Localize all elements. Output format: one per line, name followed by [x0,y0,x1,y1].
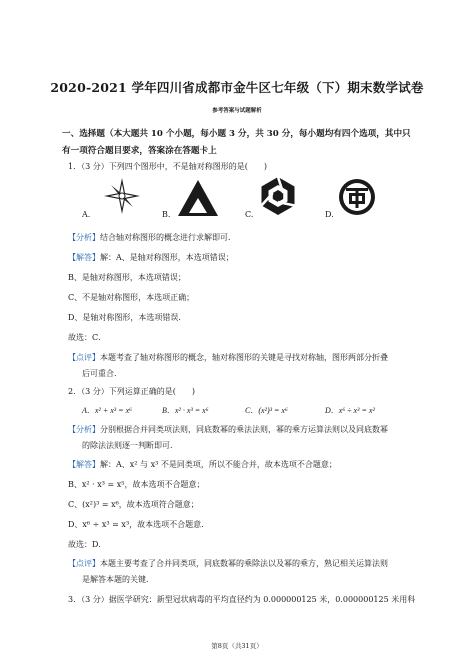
q1-analysis-tag: 【分析】 [68,233,100,242]
q2-comment-tag: 【点评】 [68,559,100,568]
q1-figure-d-coin-symbol [338,178,376,216]
q2-analysis-line2: 的除法法则逐一判断即可． [82,441,178,450]
q1-solution-line2: B、是轴对称图形，本选项错误； [68,273,186,282]
q1-comment-tag: 【点评】 [68,353,100,362]
q2-comment-line2: 是解答本题的关键． [82,575,154,584]
q1-solution-line1 [68,252,234,263]
q2-solution-line1 [68,459,337,470]
q1-comment-line1 [68,352,388,363]
q1-figure-a-compass-star [104,178,140,214]
q1-option-d-label: D. [325,210,334,219]
q1-comment-line2: 后可重合． [82,369,122,378]
q1-comment-text: 本题考查了轴对称图形的概念，轴对称图形的关键是寻找对称轴，图形两部分折叠 [100,353,388,362]
q1-option-a-label: A. [82,210,91,219]
q2-solution-text: 解：A、x² 与 x³ 不是同类项，所以不能合并，故本选项不合题意； [100,460,337,469]
page-subtitle: 参考答案与试题解析 [212,108,262,114]
q2-option-c: C．(x²)³ = x⁶ [245,406,288,415]
section-heading-line1: 一、选择题（本大题共 10 个小题，每小题 3 分，共 30 分，每小题均有四个选项，其中只 [62,129,411,139]
q2-solution-line2: B、x² · x³ = x⁵，故本选项不合题意； [68,480,205,489]
q2-choice: 故选：D． [68,540,107,549]
q1-option-b-label: B. [162,210,171,219]
q1-solution-line4: D、是轴对称图形，本选项错误． [68,313,187,322]
q2-solution-line4: D、x⁶ ÷ x³ = x³，故本选项不合题意． [68,520,210,529]
page-title: 2020-2021 学年四川省成都市金牛区七年级（下）期末数学试卷 [50,80,424,95]
q2-comment-text: 本题主要考查了合并同类项，同底数幂的乘除法以及幂的乘方，熟记相关运算法则 [100,559,388,568]
q2-solution-line3: C、(x²)³ = x⁶，故本选项符合题意； [68,500,199,509]
q2-option-a: A．x² + x³ = x⁶ [82,406,132,415]
q1-analysis [68,232,236,243]
q1-figure-b-triangle [178,180,218,216]
q2-stem: 2．（3 分）下列运算正确的是( ) [68,387,195,396]
q2-option-b: B．x² · x³ = x⁶ [162,406,209,415]
q1-solution-tag: 【解答】 [68,253,100,262]
page-footer: 第8页（共31页） [211,642,263,650]
q2-comment-line1 [68,558,388,569]
q2-solution-tag: 【解答】 [68,460,100,469]
q3-stem: 3．（3 分）据医学研究：新型冠状病毒的平均直径约为 0.000000125 米，0.000000125 米用科 [68,595,416,604]
q1-solution-text: 解：A、是轴对称图形，本选项错误； [100,253,234,262]
q2-analysis-line1 [68,424,388,435]
q2-analysis-tag: 【分析】 [68,425,100,434]
q1-analysis-text: 结合轴对称图形的概念进行求解即可． [100,233,236,242]
q2-analysis-text: 分别根据合并同类项法则，同底数幂的乘法法则，幂的乘方运算法则以及同底数幂 [100,425,388,434]
q1-stem: 1．（3 分）下列四个图形中，不是轴对称图形的是( ) [68,162,267,171]
q1-solution-line3: C、不是轴对称图形，本选项正确； [68,293,195,302]
q1-figure-c-hexagon-spiral [258,176,298,216]
section-heading-line2: 有一项符合题目要求，答案涂在答题卡上 [62,146,217,156]
q2-option-d: D．x⁶ ÷ x³ = x² [325,406,375,415]
q1-option-c-label: C. [245,210,254,219]
q1-choice: 故选：C． [68,333,107,342]
